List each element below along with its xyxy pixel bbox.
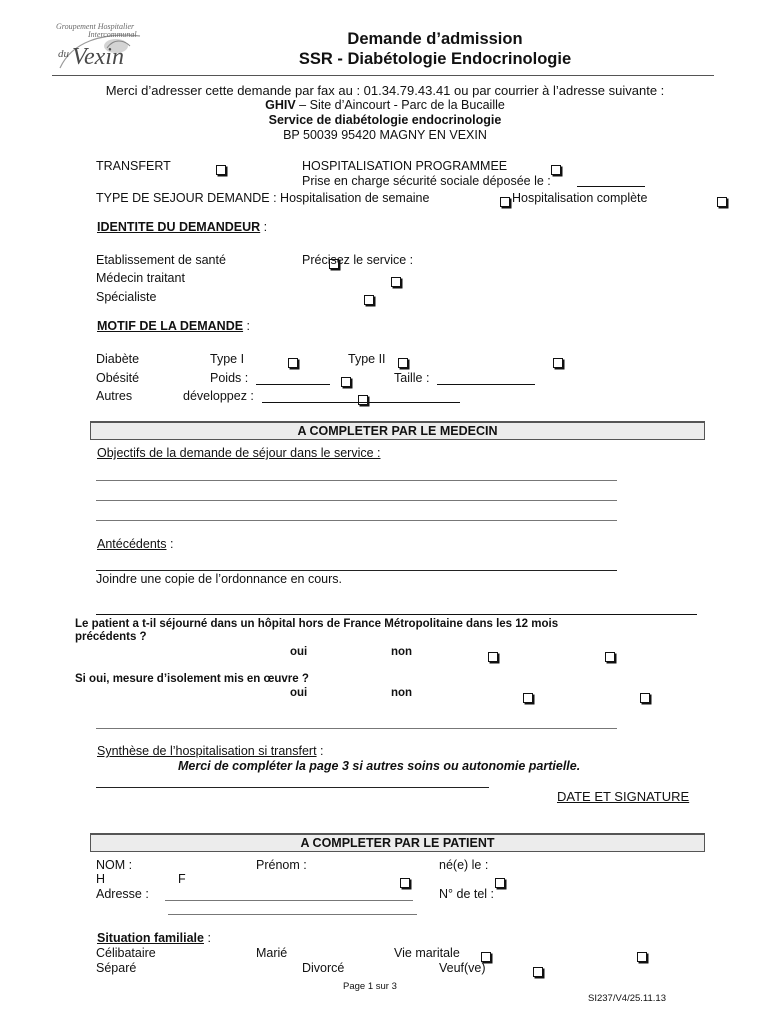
address-site: GHIV – Site d’Aincourt - Parc de la Bucaille (265, 98, 505, 112)
sexe-f-checkbox[interactable] (495, 878, 505, 888)
diabete-label: Diabète (96, 352, 140, 366)
section-rule (96, 614, 697, 615)
medecin-label: Médecin traitant (96, 271, 185, 285)
developpez-label: développez : (183, 389, 254, 403)
isolement-question: Si oui, mesure d’isolement mis en œuvre ? (75, 673, 309, 685)
adresse-line-1[interactable] (165, 900, 413, 901)
isolement-non-label: non (391, 687, 413, 699)
page-subtitle: SSR - Diabétologie Endocrinologie (298, 50, 572, 68)
sejour-non-label: non (391, 646, 413, 658)
separe-checkbox[interactable] (533, 967, 543, 977)
poids-field[interactable] (256, 372, 330, 385)
hospit-prog-label: HOSPITALISATION PROGRAMMEE (302, 159, 508, 173)
etablissement-label: Etablissement de santé (96, 253, 226, 267)
ordonnance-note: Joindre une copie de l’ordonnance en cours. (96, 572, 343, 586)
transfert-checkbox[interactable] (216, 165, 226, 175)
synthese-label: Synthèse de l’hospitalisation si transfert : (97, 744, 324, 758)
obesite-label: Obésité (96, 371, 140, 385)
vie-maritale-label: Vie maritale (394, 946, 460, 960)
address-service: Service de diabétologie endocrinologie (268, 113, 502, 127)
patient-banner: A COMPLETER PAR LE PATIENT (90, 833, 705, 852)
sejour-question-line1: Le patient a t-il séjourné dans un hôpital hors de France Métropolitaine dans les 12 mois (75, 618, 559, 630)
type1-label: Type I (210, 352, 245, 366)
address-bp: BP 50039 95420 MAGNY EN VEXIN (283, 128, 487, 142)
type-sejour-label: TYPE DE SEJOUR DEMANDE : Hospitalisation de semaine (96, 191, 430, 205)
logo-name: Vexin (72, 44, 124, 70)
document-ref: SI237/V4/25.11.13 (588, 993, 666, 1004)
sejour-non-checkbox[interactable] (605, 652, 615, 662)
marie-label: Marié (256, 946, 288, 960)
hospit-complete-label: Hospitalisation complète (512, 191, 648, 205)
marie-checkbox[interactable] (637, 952, 647, 962)
prise-en-charge-field[interactable] (577, 174, 645, 187)
prise-en-charge-label: Prise en charge sécurité sociale déposée le : (302, 174, 551, 188)
synthese-line[interactable] (96, 787, 489, 788)
page-title: Demande d’admission (347, 30, 523, 48)
antecedents-label: Antécédents : (97, 537, 174, 551)
type2-label: Type II (348, 352, 386, 366)
divorce-label: Divorcé (302, 961, 345, 975)
sexe-h-label: H (96, 872, 106, 886)
celibataire-label: Célibataire (96, 946, 156, 960)
prenom-label: Prénom : (256, 858, 307, 872)
antecedents-line[interactable] (96, 570, 617, 571)
adresse-label: Adresse : (96, 887, 149, 901)
type2-checkbox[interactable] (553, 358, 563, 368)
header-rule (52, 75, 714, 76)
nom-label: NOM : (96, 858, 133, 872)
ne-le-label: né(e) le : (439, 858, 489, 872)
isolement-oui-checkbox[interactable] (523, 693, 533, 703)
sexe-h-checkbox[interactable] (400, 878, 410, 888)
address-intro: Merci d’adresser cette demande par fax au : 01.34.79.43.41 ou par courrier à l’adresse suivante : (105, 83, 665, 98)
veuf-label: Veuf(ve) (439, 961, 486, 975)
precisez-label: Précisez le service : (302, 253, 414, 267)
situation-heading: Situation familiale : (97, 931, 211, 945)
objectifs-line-1[interactable] (96, 480, 617, 481)
hospital-logo (52, 22, 152, 74)
type1-checkbox[interactable] (398, 358, 408, 368)
page-number: Page 1 sur 3 (343, 981, 397, 992)
specialiste-label: Spécialiste (96, 290, 157, 304)
autres-label: Autres (96, 389, 133, 403)
obesite-checkbox[interactable] (341, 377, 351, 387)
motif-heading: MOTIF DE LA DEMANDE : (97, 319, 251, 333)
separe-label: Séparé (96, 961, 137, 975)
hospit-prog-checkbox[interactable] (551, 165, 561, 175)
sejour-oui-checkbox[interactable] (488, 652, 498, 662)
logo-du: du (58, 48, 69, 60)
objectifs-line-3[interactable] (96, 520, 617, 521)
isolement-line[interactable] (96, 728, 617, 729)
page3-note: Merci de compléter la page 3 si autres soins ou autonomie partielle. (178, 759, 581, 773)
hospit-complete-checkbox[interactable] (717, 197, 727, 207)
diabete-checkbox[interactable] (288, 358, 298, 368)
demandeur-heading: IDENTITE DU DEMANDEUR : (97, 220, 268, 234)
sejour-question-line2: précédents ? (75, 631, 147, 643)
adresse-line-2[interactable] (168, 914, 417, 915)
taille-label: Taille : (394, 371, 430, 385)
transfert-label: TRANSFERT (96, 159, 171, 173)
objectifs-line-2[interactable] (96, 500, 617, 501)
hospit-semaine-checkbox[interactable] (500, 197, 510, 207)
sexe-f-label: F (178, 872, 186, 886)
objectifs-label: Objectifs de la demande de séjour dans le service : (97, 446, 381, 460)
poids-label: Poids : (210, 371, 249, 385)
date-signature-label: DATE ET SIGNATURE (557, 789, 690, 804)
developpez-field[interactable] (262, 390, 460, 403)
sejour-oui-label: oui (290, 646, 308, 658)
taille-field[interactable] (437, 372, 535, 385)
isolement-non-checkbox[interactable] (640, 693, 650, 703)
tel-label: N° de tel : (439, 887, 495, 901)
isolement-oui-label: oui (290, 687, 308, 699)
logo-line1: Groupement Hospitalier (56, 22, 135, 31)
medecin-banner: A COMPLETER PAR LE MEDECIN (90, 421, 705, 440)
logo-line2: Intercommunal (88, 30, 137, 39)
medecin-checkbox[interactable] (391, 277, 401, 287)
specialiste-checkbox[interactable] (364, 295, 374, 305)
